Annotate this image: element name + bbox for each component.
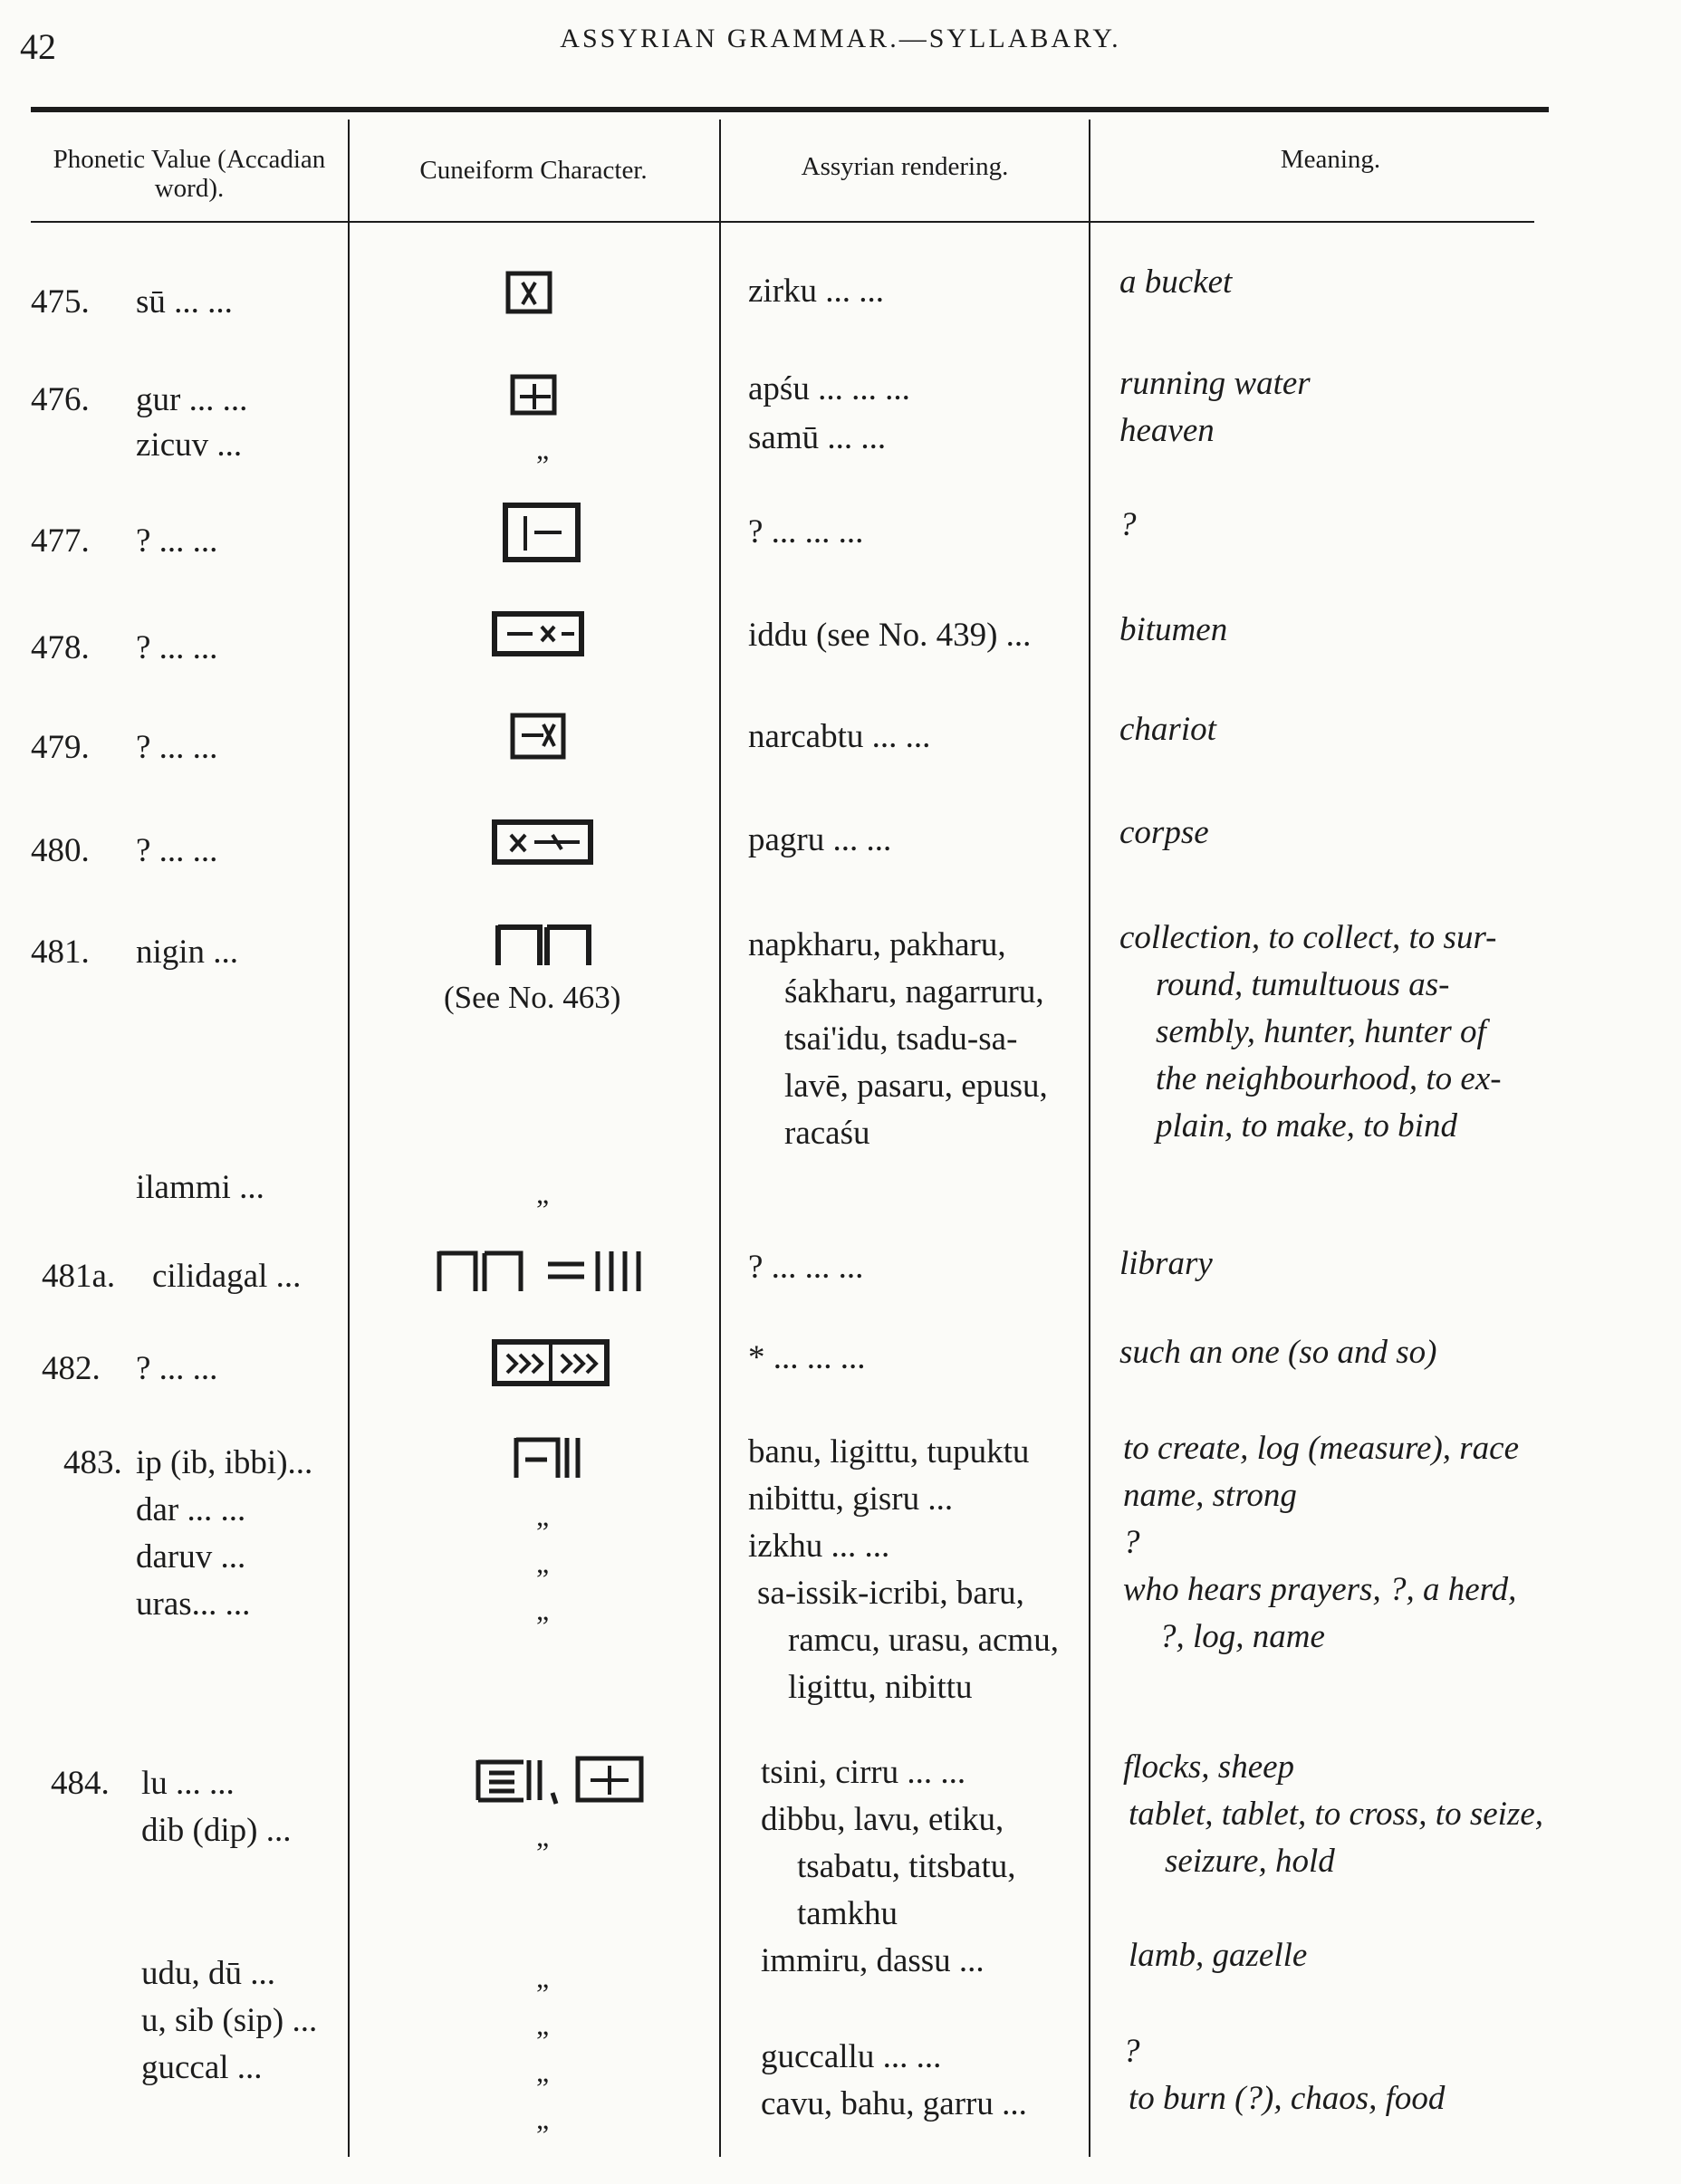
ditto-mark: „ [536,1177,550,1210]
assyrian-rendering: sa-issik-icribi, baru, [757,1575,1024,1612]
entry-number: 480. [31,832,90,869]
assyrian-rendering: pagru ... ... [748,821,892,858]
meaning: seizure, hold [1165,1843,1335,1880]
meaning: corpse [1119,814,1209,851]
meaning: ? [1123,2033,1140,2070]
assyrian-rendering: guccallu ... ... [761,2038,942,2075]
meaning: ? [1123,1524,1140,1561]
cuneiform-sign [507,706,571,775]
header-rule [31,221,1534,223]
phonetic-value: udu, dū ... [141,1955,275,1992]
ditto-mark: „ [536,1820,550,1853]
phonetic-value: ? ... ... [136,629,218,666]
cuneiform-sign [489,915,598,983]
cuneiform-sign [507,368,562,433]
phonetic-value: ip (ib, ibbi)... [136,1444,313,1481]
meaning: library [1119,1245,1213,1282]
phonetic-value: daruv ... [136,1538,246,1576]
ditto-mark: „ [536,2055,550,2088]
entry-number: 477. [31,522,90,560]
cuneiform-sign [489,815,598,880]
assyrian-rendering: tsai'idu, tsadu-sa- [784,1020,1018,1058]
phonetic-value: zicuv ... [136,426,243,464]
cuneiform-sign [498,496,585,580]
phonetic-value: uras... ... [136,1585,251,1623]
assyrian-rendering: apśu ... ... ... [748,370,910,407]
phonetic-value: dar ... ... [136,1491,246,1528]
meaning: bitumen [1119,611,1228,648]
assyrian-rendering: śakharu, nagarruru, [784,973,1044,1011]
entry-number: 476. [31,381,90,418]
assyrian-rendering: banu, ligittu, tupuktu [748,1433,1030,1470]
assyrian-rendering: iddu (see No. 439) ... [748,617,1032,654]
meaning: to create, log (measure), race [1123,1430,1520,1467]
ditto-mark: „ [536,1499,550,1532]
entry-number: 484. [51,1765,110,1802]
header-assyrian: Assyrian rendering. [801,152,1009,181]
meaning: the neighbourhood, to ex- [1156,1060,1502,1097]
meaning: such an one (so and so) [1119,1334,1437,1371]
header-cuneiform: Cuneiform Character. [419,156,648,185]
assyrian-rendering: nibittu, gisru ... [748,1480,954,1518]
assyrian-rendering: * ... ... ... [748,1339,866,1376]
ditto-mark: „ [536,433,550,465]
cuneiform-sign [430,1240,657,1309]
meaning: plain, to make, to bind [1156,1107,1457,1145]
entry-number: 479. [31,729,90,766]
entry-number: 481. [31,934,90,971]
phonetic-value: ilammi ... [136,1169,264,1206]
meaning: tablet, tablet, to cross, to seize, [1129,1796,1544,1833]
phonetic-value: gur ... ... [136,381,248,418]
meaning: chariot [1119,711,1216,748]
meaning: sembly, hunter, hunter of [1156,1013,1486,1050]
phonetic-value: ? ... ... [136,832,218,869]
assyrian-rendering: izkhu ... ... [748,1528,890,1565]
ditto-mark: „ [536,1594,550,1626]
running-head: ASSYRIAN GRAMMAR.—SYLLABARY. [560,24,1121,53]
phonetic-value: cilidagal ... [152,1258,302,1295]
column-divider [719,120,721,2157]
assyrian-rendering: ? ... ... ... [748,513,864,551]
assyrian-rendering: dibbu, lavu, etiku, [761,1801,1004,1838]
assyrian-rendering: racaśu [784,1115,870,1152]
assyrian-rendering: tamkhu [797,1895,898,1932]
column-divider [1089,120,1090,2157]
page-number: 42 [20,26,56,67]
phonetic-value: guccal ... [141,2049,263,2086]
assyrian-rendering: ramcu, urasu, acmu, [788,1622,1059,1659]
column-divider [348,120,350,2157]
cuneiform-sign [489,607,589,672]
phonetic-value: ? ... ... [136,729,218,766]
phonetic-value: dib (dip) ... [141,1812,292,1849]
phonetic-value: u, sib (sip) ... [141,2002,318,2039]
meaning: collection, to collect, to sur- [1119,919,1497,956]
phonetic-value: lu ... ... [141,1765,235,1802]
meaning: a bucket [1119,263,1233,301]
assyrian-rendering: ? ... ... ... [748,1249,864,1286]
meaning: heaven [1119,412,1215,449]
meaning: round, tumultuous as- [1156,966,1450,1003]
assyrian-rendering: samū ... ... [748,419,887,456]
cuneiform-sign [503,264,557,330]
assyrian-rendering: immiru, dassu ... [761,1942,985,1979]
meaning: ?, log, name [1159,1618,1325,1655]
assyrian-rendering: narcabtu ... ... [748,718,931,755]
phonetic-value: ? ... ... [136,1350,218,1387]
cuneiform-sign [469,1749,668,1818]
ditto-mark: „ [536,2103,550,2135]
top-rule [31,107,1549,112]
phonetic-value: sū ... ... [136,283,233,321]
meaning: flocks, sheep [1123,1748,1295,1786]
assyrian-rendering: tsabatu, titsbatu, [797,1848,1016,1885]
entry-number: 475. [31,283,90,321]
meaning: lamb, gazelle [1129,1937,1308,1974]
header-meaning: Meaning. [1280,145,1381,174]
header-phonetic: Phonetic Value (Accadian word). [53,145,326,203]
assyrian-rendering: napkharu, pakharu, [748,926,1006,963]
phonetic-value: ? ... ... [136,522,218,560]
meaning: running water [1119,365,1311,402]
assyrian-rendering: tsini, cirru ... ... [761,1754,966,1791]
entry-number: 482. [42,1350,101,1387]
cuneiform-sign [489,1333,612,1402]
assyrian-rendering: lavē, pasaru, epusu, [784,1068,1048,1105]
cuneiform-sign [507,1427,589,1496]
meaning: ? [1119,506,1137,543]
ditto-mark: „ [536,1961,550,1994]
cuneiform-note: (See No. 463) [444,980,621,1015]
ditto-mark: „ [536,1547,550,1579]
assyrian-rendering: cavu, bahu, garru ... [761,2085,1027,2122]
meaning: name, strong [1123,1477,1297,1514]
entry-number: 481a. [42,1258,116,1295]
meaning: who hears prayers, ?, a herd, [1123,1571,1517,1608]
meaning: to burn (?), chaos, food [1129,2080,1446,2117]
entry-number: 478. [31,629,90,666]
assyrian-rendering: zirku ... ... [748,273,885,310]
phonetic-value: nigin ... [136,934,239,971]
assyrian-rendering: ligittu, nibittu [788,1669,973,1706]
ditto-mark: „ [536,2008,550,2041]
entry-number: 483. [63,1444,122,1481]
